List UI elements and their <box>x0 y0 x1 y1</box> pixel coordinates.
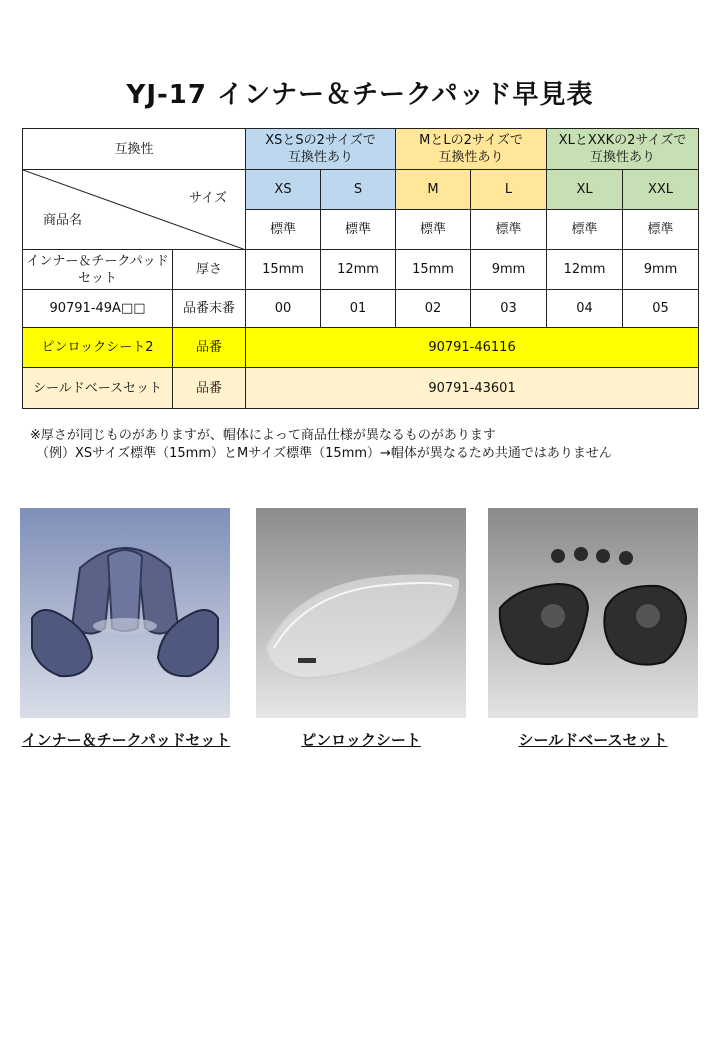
standard-cell: 標準 <box>547 210 623 250</box>
note-line: ※厚さが同じものがありますが、帽体によって商品仕様が異なるものがあります <box>30 428 496 443</box>
suffix-cell: 05 <box>623 290 699 328</box>
suffix-cell: 00 <box>246 290 321 328</box>
shield-base-photo <box>488 508 698 718</box>
suffix-cell: 01 <box>321 290 396 328</box>
part-number-row <box>23 290 699 328</box>
pinlock-number: 90791-46116 <box>246 328 699 368</box>
shieldbase-name: シールドベースセット <box>23 368 173 409</box>
standard-cell: 標準 <box>623 210 699 250</box>
pad-name-cell: インナー＆チークパッドセット <box>23 250 173 290</box>
pinlock-row <box>23 328 699 368</box>
thickness-cell: 15mm <box>246 250 321 290</box>
diagonal-line <box>23 170 246 250</box>
caption-shield-base: シールドベースセット <box>518 731 668 749</box>
group-xs-s: XSとSの2サイズで 互換性あり <box>246 129 396 170</box>
group-m-l: MとLの2サイズで 互換性あり <box>396 129 547 170</box>
size-cell: L <box>471 170 547 210</box>
page-title: YJ-17 インナー＆チークパッド早見表 <box>126 80 594 110</box>
caption-inner-pad: インナー＆チークパッドセット <box>21 731 231 749</box>
thickness-row <box>23 250 699 290</box>
diagonal-header-cell <box>23 170 246 250</box>
suffix-label: 品番末番 <box>173 290 246 328</box>
note-line: （例）XSサイズ標準（15mm）とMサイズ標準（15mm）→帽体が異なるため共通ではありません <box>36 446 612 461</box>
thickness-cell: 9mm <box>471 250 547 290</box>
standard-cell: 標準 <box>321 210 396 250</box>
size-row <box>23 170 699 210</box>
caption-pinlock: ピンロックシート <box>301 731 421 749</box>
product-name-label: 商品名 <box>43 213 83 228</box>
shieldbase-label: 品番 <box>173 368 246 409</box>
suffix-cell: 03 <box>471 290 547 328</box>
part-base-cell: 90791-49A□□ <box>23 290 173 328</box>
thickness-cell: 12mm <box>321 250 396 290</box>
pinlock-label: 品番 <box>173 328 246 368</box>
thickness-cell: 9mm <box>623 250 699 290</box>
thickness-label: 厚さ <box>173 250 246 290</box>
size-cell: M <box>396 170 471 210</box>
thickness-cell: 15mm <box>396 250 471 290</box>
size-cell: XL <box>547 170 623 210</box>
pinlock-name: ピンロックシート2 <box>23 328 173 368</box>
size-label: サイズ <box>189 191 228 206</box>
pinlock-sheet-photo <box>256 508 466 718</box>
group-row <box>23 129 699 170</box>
size-cell: S <box>321 170 396 210</box>
suffix-cell: 04 <box>547 290 623 328</box>
size-cell: XXL <box>623 170 699 210</box>
standard-cell: 標準 <box>396 210 471 250</box>
thickness-cell: 12mm <box>547 250 623 290</box>
group-xl-xxl: XLとXXKの2サイズで 互換性あり <box>547 129 699 170</box>
compat-label: 互換性 <box>23 129 246 170</box>
shieldbase-number: 90791-43601 <box>246 368 699 409</box>
notes <box>30 427 612 463</box>
compatibility-table <box>22 128 699 409</box>
suffix-cell: 02 <box>396 290 471 328</box>
inner-pad-photo <box>20 508 230 718</box>
size-cell: XS <box>246 170 321 210</box>
standard-cell: 標準 <box>246 210 321 250</box>
standard-cell: 標準 <box>471 210 547 250</box>
shieldbase-row <box>23 368 699 409</box>
